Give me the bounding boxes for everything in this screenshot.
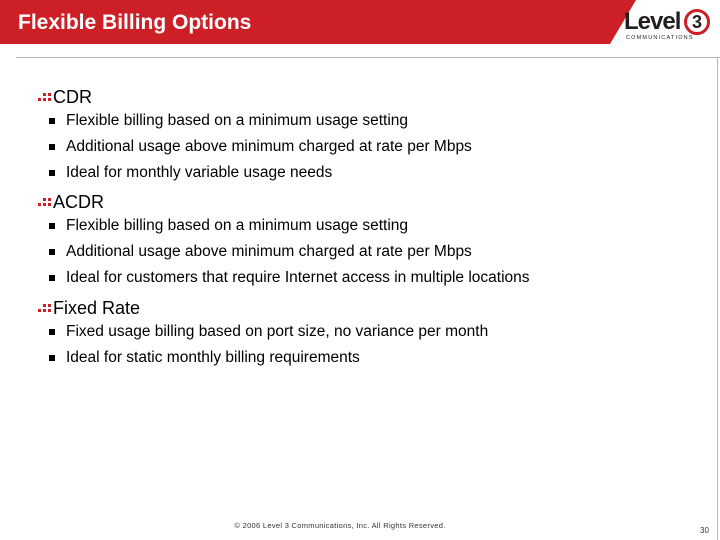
heading-marker-icon — [36, 90, 52, 104]
heading-text: CDR — [53, 87, 92, 107]
section-heading — [36, 191, 530, 213]
heading-text: Fixed Rate — [53, 298, 141, 318]
bullet-item — [36, 239, 530, 265]
square-bullet-icon — [49, 170, 55, 176]
title-bar — [0, 0, 610, 44]
logo-word: Level — [624, 8, 681, 35]
square-bullet-icon — [49, 223, 55, 229]
section-fixed-rate — [36, 297, 488, 371]
bullet-text: Ideal for static monthly billing requirements — [66, 349, 360, 366]
square-bullet-icon — [49, 249, 55, 255]
logo-number: 3 — [684, 9, 710, 35]
heading-marker-icon — [36, 301, 52, 315]
section-cdr — [36, 86, 472, 186]
section-heading — [36, 297, 488, 319]
copyright-footer: © 2006 Level 3 Communications, Inc. All Rights Reserved. — [234, 521, 446, 530]
heading-text: ACDR — [53, 192, 105, 212]
section-acdr — [36, 191, 530, 291]
bullet-text: Flexible billing based on a minimum usage setting — [66, 112, 409, 129]
bullet-item — [36, 319, 488, 345]
bullet-text: Flexible billing based on a minimum usage setting — [66, 217, 409, 234]
bullet-item — [36, 108, 472, 134]
header-divider — [16, 57, 720, 58]
bullet-item — [36, 213, 530, 239]
bullet-text: Additional usage above minimum charged at rate per Mbps — [66, 243, 472, 260]
slide-title: Flexible Billing Options — [18, 11, 252, 34]
heading-marker-icon — [36, 195, 52, 209]
level3-logo — [624, 8, 716, 42]
square-bullet-icon — [49, 118, 55, 124]
bullet-item — [36, 134, 472, 160]
square-bullet-icon — [49, 329, 55, 335]
right-edge-line — [717, 57, 718, 540]
bullet-item — [36, 345, 488, 371]
section-heading — [36, 86, 472, 108]
square-bullet-icon — [49, 144, 55, 150]
bullet-text: Additional usage above minimum charged at rate per Mbps — [66, 138, 472, 155]
logo-subtitle: COMMUNICATIONS — [626, 35, 694, 41]
bullet-text: Ideal for monthly variable usage needs — [66, 164, 333, 181]
page-number: 30 — [700, 526, 709, 535]
square-bullet-icon — [49, 355, 55, 361]
bullet-text: Ideal for customers that require Internet access in multiple locations — [66, 269, 530, 286]
bullet-item — [36, 265, 530, 291]
bullet-text: Fixed usage billing based on port size, no variance per month — [66, 323, 489, 340]
bullet-item — [36, 160, 472, 186]
square-bullet-icon — [49, 275, 55, 281]
